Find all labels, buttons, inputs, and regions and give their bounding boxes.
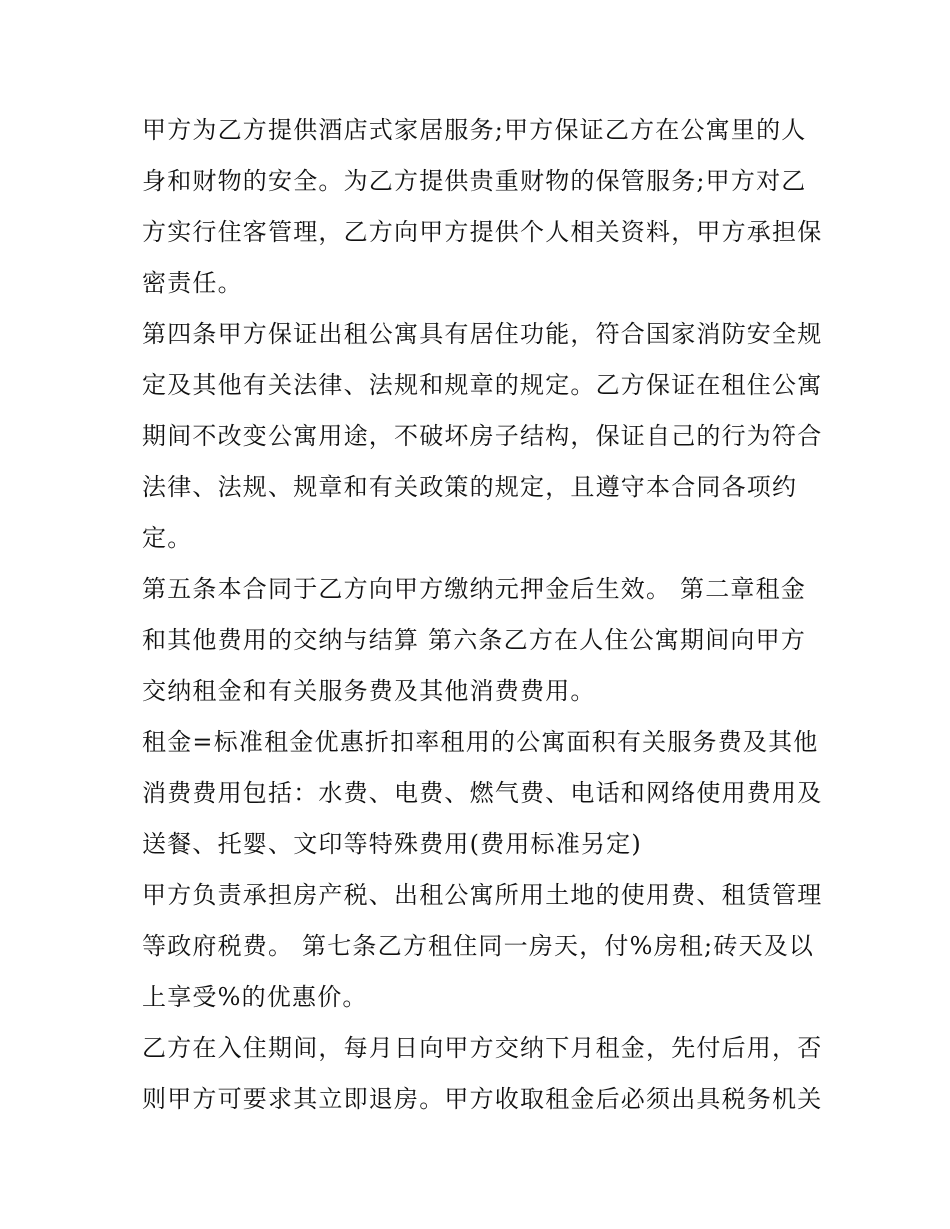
text-line: 送餐、托婴、文印等特殊费用(费用标准另定) — [142, 830, 642, 858]
text-line: 定及其他有关法律、法规和规章的规定。乙方保证在租住公寓 — [142, 371, 823, 399]
text-line: 交纳租金和有关服务费及其他消费费用。 — [142, 677, 596, 705]
text-line: 期间不改变公寓用途，不破坏房子结构，保证自己的行为符合 — [142, 422, 823, 450]
text-line: 上享受%的优惠价。 — [142, 983, 368, 1011]
text-line: 甲方负责承担房产税、出租公寓所用土地的使用费、租赁管理 — [142, 881, 823, 909]
text-line: 甲方为乙方提供酒店式家居服务;甲方保证乙方在公寓里的人 — [142, 116, 807, 144]
text-line: 第四条甲方保证出租公寓具有居住功能，符合国家消防安全规 — [142, 320, 823, 348]
text-line: 消费费用包括：水费、电费、燃气费、电话和网络使用费用及 — [142, 779, 823, 807]
text-line: 等政府税费。 第七条乙方租住同一房天，付%房租;砖天及以 — [142, 932, 815, 960]
text-line: 法律、法规、规章和有关政策的规定，且遵守本合同各项约 — [142, 473, 798, 501]
text-line: 乙方在入住期间，每月日向甲方交纳下月租金，先付后用，否 — [142, 1034, 823, 1062]
text-line: 密责任。 — [142, 269, 243, 297]
text-line: 和其他费用的交纳与结算 第六条乙方在人住公寓期间向甲方 — [142, 626, 807, 654]
text-line: 则甲方可要求其立即退房。甲方收取租金后必须出具税务机关 — [142, 1085, 823, 1113]
text-line: 第五条本合同于乙方向甲方缴纳元押金后生效。 第二章租金 — [142, 575, 807, 603]
text-line: 方实行住客管理，乙方向甲方提供个人相关资料，甲方承担保 — [142, 218, 823, 246]
text-line: 租金=标准租金优惠折扣率租用的公寓面积有关服务费及其他 — [142, 728, 819, 756]
text-line: 身和财物的安全。为乙方提供贵重财物的保管服务;甲方对乙 — [142, 167, 807, 195]
text-line: 定。 — [142, 524, 193, 552]
contract-body — [142, 107, 822, 1127]
